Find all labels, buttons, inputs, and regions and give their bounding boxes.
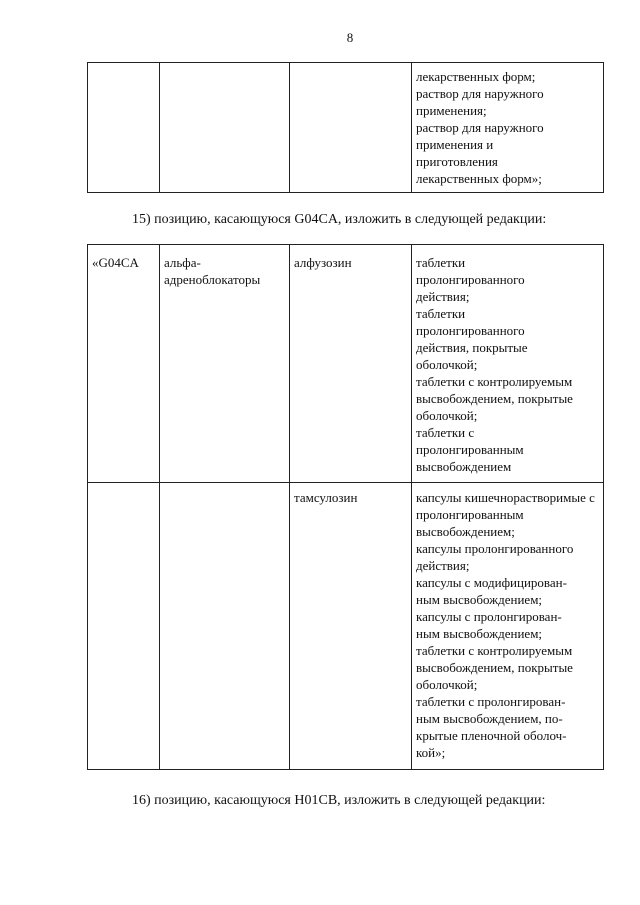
dosage-form-line: применения; (416, 103, 487, 118)
pharm-group-cell (160, 245, 290, 483)
dosage-form-line: капсулы с пролонгирован- (416, 609, 562, 624)
atc-code-cell (88, 483, 160, 770)
dosage-form-line: раствор для наружного (416, 86, 544, 101)
dosage-form-line: таблетки с контролируемым (416, 643, 573, 658)
drug-name-cell (290, 63, 412, 193)
pharm-group-cell (160, 483, 290, 770)
table-g04ca (87, 244, 604, 770)
dosage-form-line: высвобождением; (416, 524, 515, 539)
dosage-form-line: капсулы кишечнорастворимые с пролонгированным (416, 490, 595, 522)
dosage-form-line: раствор для наружного (416, 120, 544, 135)
page-number: 8 (346, 30, 354, 45)
dosage-form-line: лекарственных форм; (416, 69, 536, 84)
dosage-form-line: оболочкой; (416, 357, 478, 372)
table-continuation (87, 62, 604, 193)
dosage-form-line: пролонгированным (416, 442, 524, 457)
dosage-form-line: таблетки с контролируемым (416, 374, 573, 389)
dosage-form-line: высвобождением (416, 459, 512, 474)
dosage-form-line: лекарственных форм»; (416, 171, 542, 186)
dosage-form-line: крытые пленочной оболоч- (416, 728, 567, 743)
table-row (88, 63, 604, 193)
atc-code-cell (88, 63, 160, 193)
dosage-form-line: кой»; (416, 745, 446, 760)
dosage-form-line: ным высвобождением, по- (416, 711, 563, 726)
dosage-form-line: действия; (416, 289, 470, 304)
dosage-form-line: капсулы пролонгированного (416, 541, 574, 556)
dosage-form-line: приготовления (416, 154, 498, 169)
pharm-group-line: адреноблокаторы (164, 272, 261, 287)
dosage-form-line: действия, покрытые (416, 340, 528, 355)
dosage-forms-cell (412, 483, 604, 770)
dosage-form-line: высвобождением, покрытые (416, 660, 573, 675)
dosage-form-line: ным высвобождением; (416, 626, 543, 641)
amendment-instruction-16: 16) позицию, касающуюся H01CB, изложить в следующей редакции: (132, 793, 546, 808)
table-row (88, 483, 604, 770)
dosage-form-line: высвобождением, покрытые (416, 391, 573, 406)
pharm-group-cell (160, 63, 290, 193)
atc-code-cell: «G04CA (88, 245, 160, 483)
dosage-form-line: таблетки (416, 255, 466, 270)
drug-name-cell: алфузозин (290, 245, 412, 483)
dosage-form-line: таблетки с (416, 425, 475, 440)
dosage-form-line: таблетки (416, 306, 466, 321)
table-row (88, 245, 604, 483)
dosage-form-line: ным высвобождением; (416, 592, 543, 607)
dosage-form-line: пролонгированного (416, 272, 525, 287)
dosage-forms-cell (412, 63, 604, 193)
dosage-form-line: пролонгированного (416, 323, 525, 338)
dosage-form-line: оболочкой; (416, 677, 478, 692)
amendment-instruction-15: 15) позицию, касающуюся G04CA, изложить в следующей редакции: (132, 212, 547, 227)
dosage-form-line: оболочкой; (416, 408, 478, 423)
dosage-form-line: действия; (416, 558, 470, 573)
dosage-form-line: применения и (416, 137, 494, 152)
drug-name-cell: тамсулозин (290, 483, 412, 770)
pharm-group-line: альфа- (164, 255, 201, 270)
dosage-form-line: таблетки с пролонгирован- (416, 694, 566, 709)
dosage-form-line: капсулы с модифицирован- (416, 575, 567, 590)
dosage-forms-cell (412, 245, 604, 483)
